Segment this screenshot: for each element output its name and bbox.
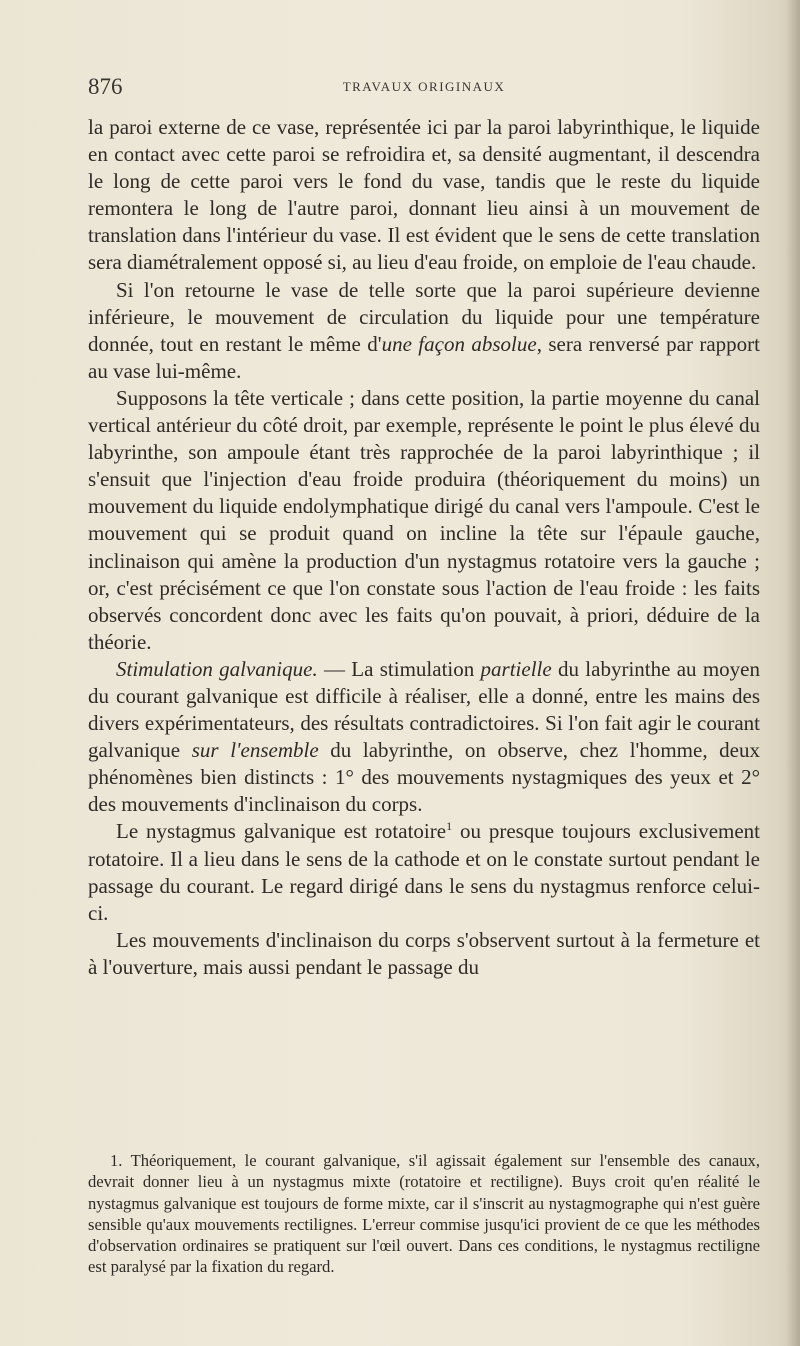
footnotes bbox=[88, 1150, 760, 1278]
paragraph bbox=[88, 277, 760, 385]
running-title: TRAVAUX ORIGINAUX bbox=[342, 79, 506, 94]
page-edge-shadow bbox=[786, 0, 800, 1346]
paragraph: Les mouvements d'inclinaison du corps s'observent surtout à la fermeture et à l'ouverture, mais aussi pendant le passage du bbox=[88, 927, 760, 979]
text-run: ou presque toujours exclusivement rotatoire. Il a lieu dans le sens de la cathode et on le constate surtout pendant le passage du courant. Le regard dirigé dans le sens du nystagmus renforce celui-ci. bbox=[88, 819, 761, 925]
paragraph: Supposons la tête verticale ; dans cette position, la partie moyenne du canal vertical antérieur du côté droit, par exemple, représente le point le plus élevé du labyrinthe, son ampoule étant très rapprochée de la paroi labyrinthique ; il s'ensuit que l'injection d'eau froide produira (théoriquement du moins) un mouvement du liquide endolymphatique dirigé du canal vers l'ampoule. C'est le mouvement qui se produit quand on incline la tête sur l'épaule gauche, inclinaison qui amène la production d'un nystagmus rotatoire vers la gauche ; or, c'est précisément ce que l'on constate sous l'action de l'eau froide : les faits observés concordent donc avec les faits qu'on pouvait, à priori, déduire de la théorie. bbox=[88, 385, 760, 654]
italic-run: une façon absolue bbox=[381, 331, 537, 356]
page-number: 876 bbox=[88, 74, 123, 99]
italic-run: sur l'ensemble bbox=[191, 738, 319, 763]
body-text bbox=[88, 114, 760, 981]
text-run: Si l'on retourne le vase de telle sorte que la paroi supérieure devienne inférieure, le mouvement de circulation du liquide pour une température donnée, tout en restant le même d' bbox=[88, 277, 760, 356]
text-run: du labyrinthe au moyen du courant galvanique est difficile à réaliser, elle a donné, entre les mains des divers expérimentateurs, des résultats contradictoires. Si l'on fait agir le courant galvanique bbox=[88, 656, 760, 763]
text-run: Le nystagmus galvanique est rotatoire bbox=[116, 819, 447, 844]
paragraph bbox=[88, 656, 760, 819]
text-run: du labyrinthe, on observe, chez l'homme, deux phénomènes bien distincts : 1° des mouvements nystagmiques des yeux et 2° des mouvements d'inclinaison du corps. bbox=[88, 738, 760, 817]
page-header bbox=[88, 74, 760, 104]
text-run: — La stimulation bbox=[317, 656, 481, 681]
italic-run: partielle bbox=[480, 656, 552, 681]
footnote: 1. Théoriquement, le courant galvanique, s'il agissait également sur l'ensemble des canaux, devrait donner lieu à un nystagmus mixte (rotatoire et rectiligne). Buys croit qu'en réalité le nystagmus galvanique est toujours de forme mixte, car il s'inscrit au nystagmographe qui n'est guère sensible qu'aux mouvements rectilignes. L'erreur commise jusqu'ici provient de ce que les méthodes d'observation ordinaires se pratiquent sur l'œil ouvert. Dans ces conditions, le nystagmus rectiligne est paralysé par la fixation du regard. bbox=[88, 1151, 760, 1277]
paragraph: la paroi externe de ce vase, représentée ici par la paroi labyrinthique, le liquide en contact avec cette paroi se refroidira et, sa densité augmentant, il descendra le long de cette paroi vers le fond du vase, tandis que le reste du liquide remontera le long de l'autre paroi, donnant lieu ainsi à un mouvement de translation dans l'intérieur du vase. Il est évident que le sens de cette translation sera diamétralement opposé si, au lieu d'eau froide, on emploie de l'eau chaude. bbox=[88, 115, 760, 275]
section-heading-italic: Stimulation galvanique. bbox=[116, 656, 318, 681]
text-run: , sera renversé par rapport au vase lui-même. bbox=[88, 331, 760, 383]
paragraph bbox=[88, 818, 760, 926]
footnote-ref: 1 bbox=[446, 819, 453, 834]
